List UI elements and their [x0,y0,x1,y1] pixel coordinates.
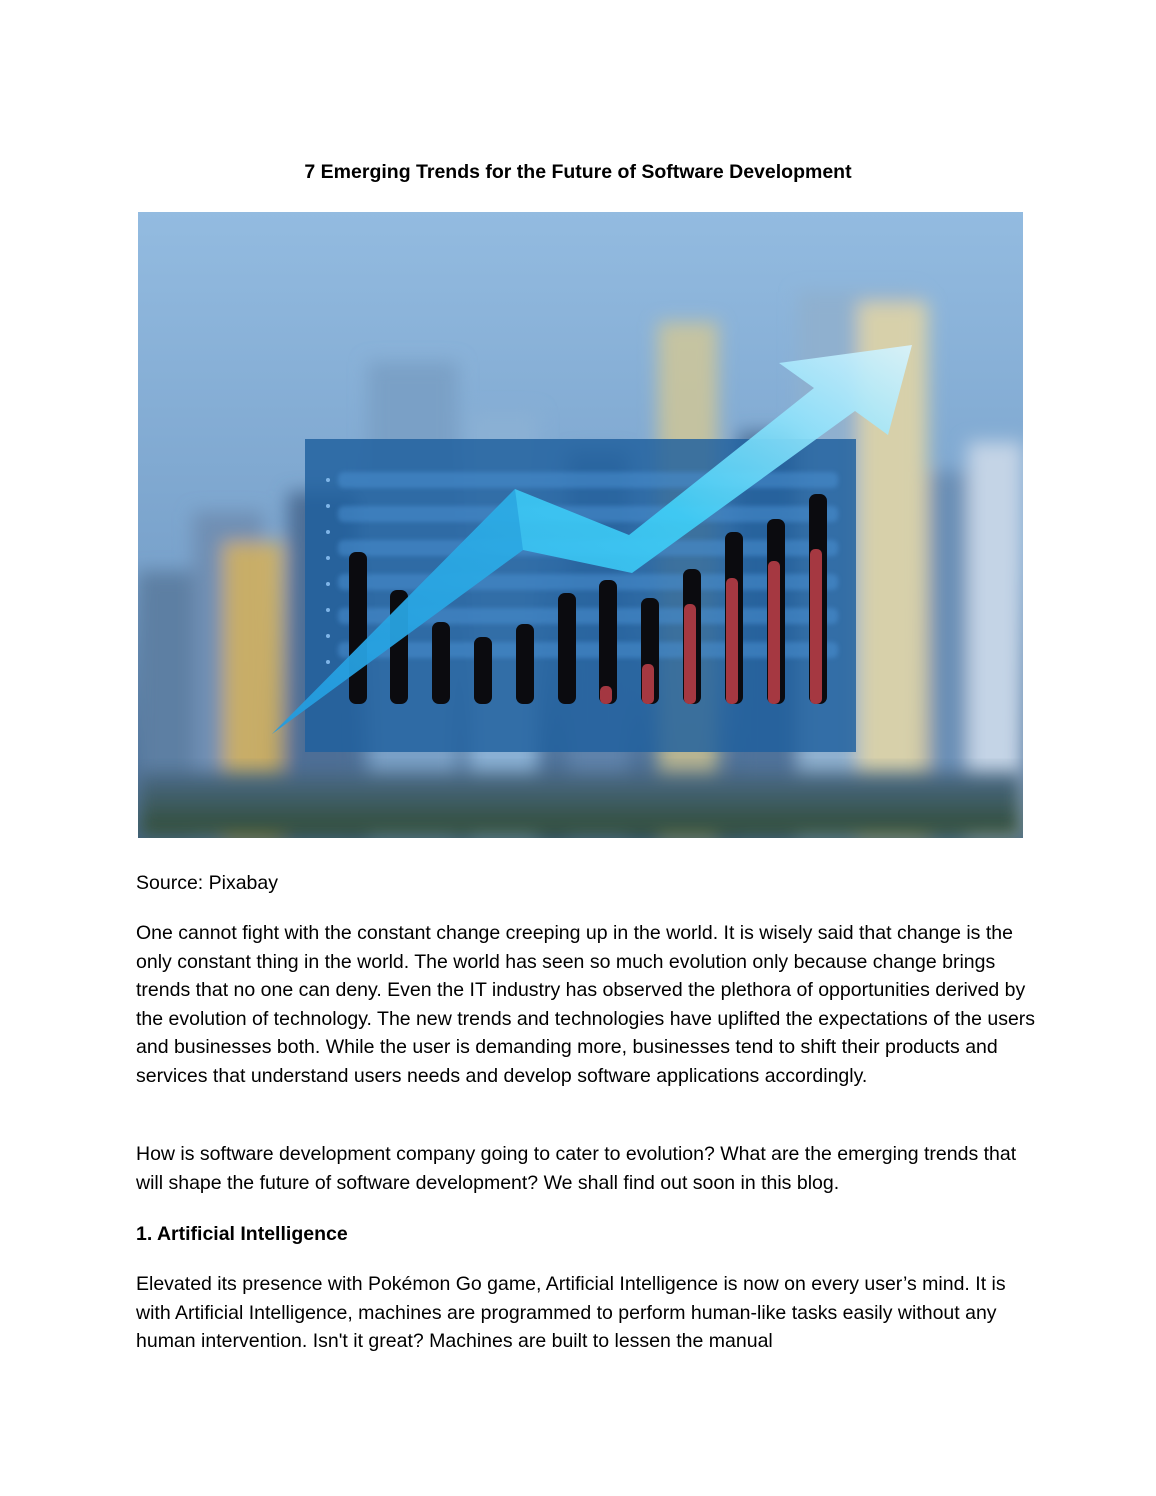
section-paragraph: Elevated its presence with Pokémon Go game, Artificial Intelligence is now on every user’s mind. It is with Artificial Intelligence, machines are programmed to perform human-like tasks easily without any human intervention. Isn't it great? Machines are built to lessen the manual [136,1273,1006,1353]
hero-image [138,212,1023,838]
intro-paragraph: One cannot fight with the constant change creeping up in the world. It is wisely said that change is the only constant thing in the world. The world has seen so much evolution only because change brings trends that no one can deny. Even the IT industry has observed the plethora of opportunities derived by the evolution of technology. The new trends and technologies have uplifted the expectations of the users and businesses both. While the user is demanding more, businesses tend to shift their products and services that understand users needs and develop software applications accordingly. [136,922,1036,1087]
question-paragraph: How is software development company going to cater to evolution? What are the emerging trends that will shape the future of software development? We shall find out soon in this blog. [136,1143,1017,1194]
image-caption: Source: Pixabay [136,872,278,894]
section-heading: 1. Artificial Intelligence [136,1223,348,1245]
document-title: 7 Emerging Trends for the Future of Software Development [304,161,852,183]
